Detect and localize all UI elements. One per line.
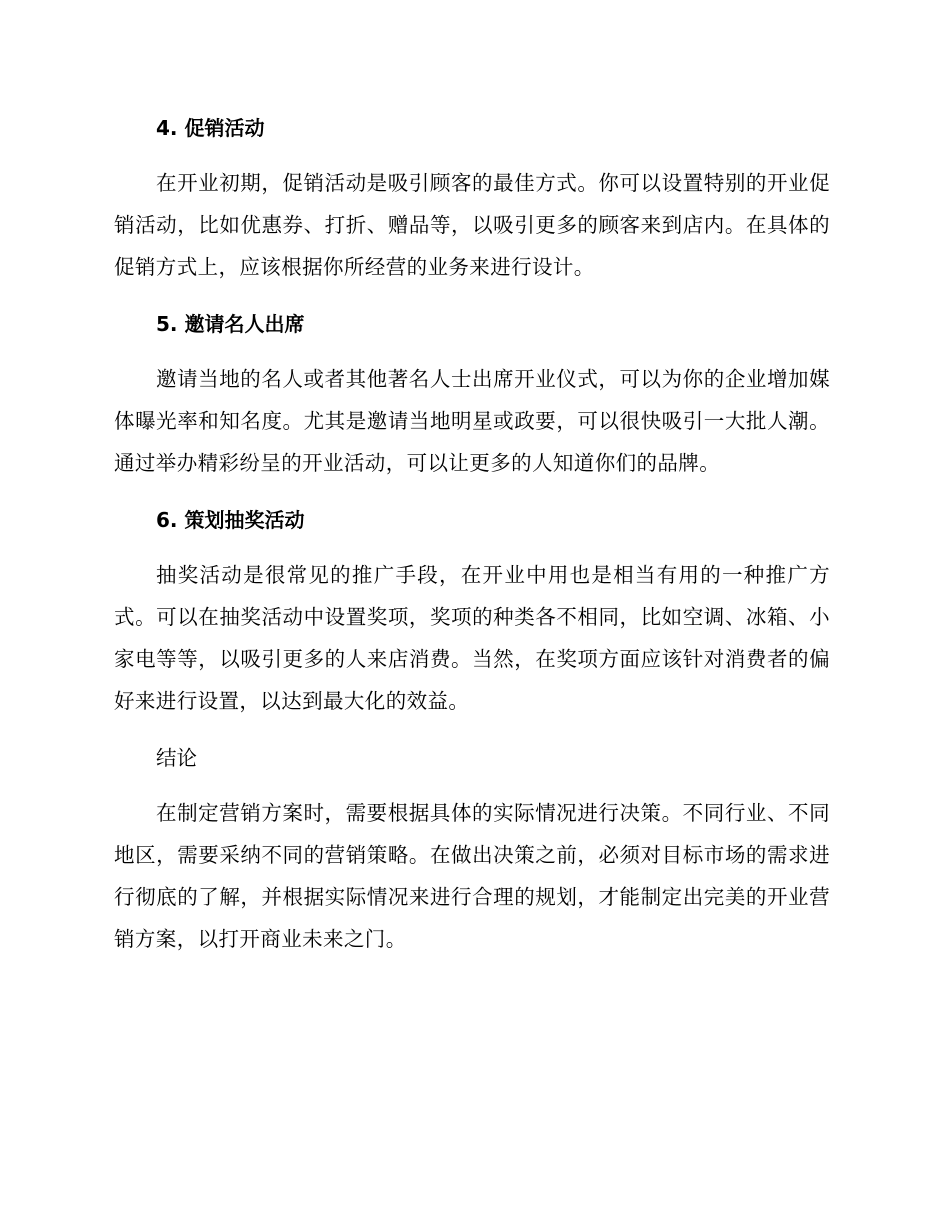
section-paragraph: 邀请当地的名人或者其他著名人士出席开业仪式，可以为你的企业增加媒体曝光率和知名度。尤其是邀请当地明星或政要，可以很快吸引一大批人潮。通过举办精彩纷呈的开业活动，可以让更多的人知道你们的品牌。 [114,367,830,475]
section-heading: 5. 邀请名人出席 [156,312,305,336]
section-paragraph: 在开业初期，促销活动是吸引顾客的最佳方式。你可以设置特别的开业促销活动，比如优惠券、打折、赠品等，以吸引更多的顾客来到店内。在具体的促销方式上，应该根据你所经营的业务来进行设计。 [114,171,830,279]
conclusion-paragraph: 在制定营销方案时，需要根据具体的实际情况进行决策。不同行业、不同地区，需要采纳不同的营销策略。在做出决策之前，必须对目标市场的需求进行彻底的了解，并根据实际情况来进行合理的规划，才能制定出完美的开业营销方案，以打开商业未来之门。 [114,801,830,951]
section-celebrity [0,304,950,484]
section-conclusion [0,738,950,960]
section-promotion [0,108,950,288]
section-paragraph: 抽奖活动是很常见的推广手段，在开业中用也是相当有用的一种推广方式。可以在抽奖活动中设置奖项，奖项的种类各不相同，比如空调、冰箱、小家电等等，以吸引更多的人来店消费。当然，在奖项方面应该针对消费者的偏好来进行设置，以达到最大化的效益。 [114,563,830,713]
section-lottery [0,500,950,722]
section-heading: 4. 促销活动 [156,116,265,140]
conclusion-heading: 结论 [156,746,197,770]
section-heading: 6. 策划抽奖活动 [156,508,305,532]
